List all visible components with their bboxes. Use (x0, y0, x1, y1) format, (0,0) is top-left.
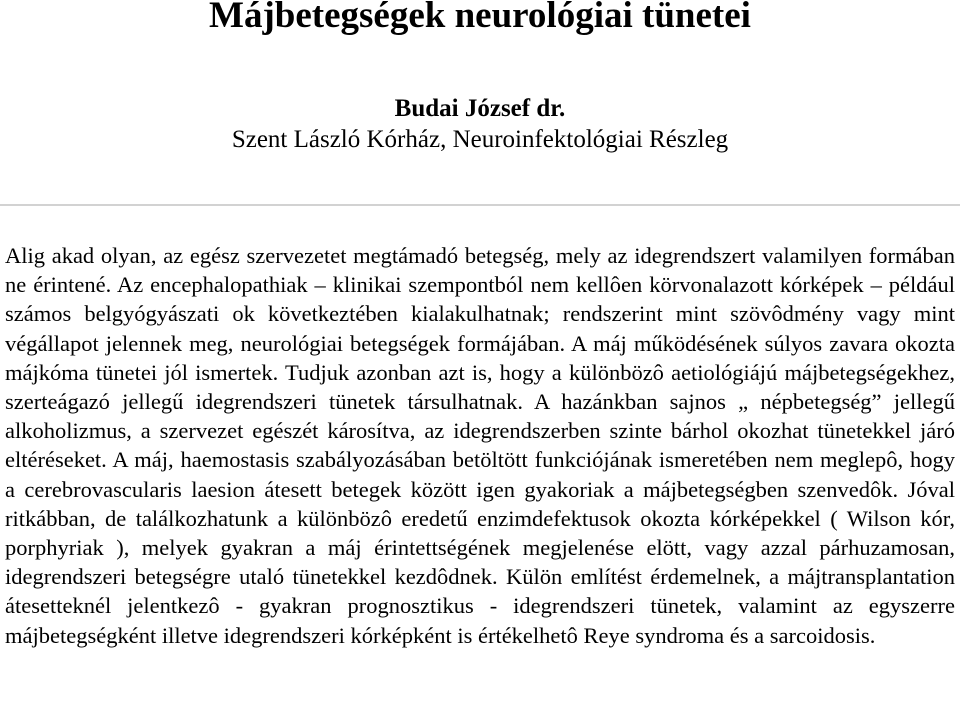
author-name: Budai József dr. (394, 95, 566, 122)
document-title: Májbetegségek neurológiai tünetei (209, 0, 751, 36)
header-divider (0, 204, 960, 206)
author-affiliation: Szent László Kórház, Neuroinfektológiai Részleg (231, 126, 729, 153)
body-paragraph: Alig akad olyan, az egész szervezetet megtámadó betegség, mely az idegrendszert valamilyen formában ne érintené. Az encephalopathiak – klinikai szempontból nem kellôen körvonalazott kórképek – például számos belgyógyászati ok következtében kialakulhatnak; rendszerint mint szövôdmény vagy mint végállapot jelennek meg, neurológiai betegségek formájában. A máj működésének súlyos zavara okozta májkóma tünetei jól ismertek. Tudjuk azonban azt is, hogy a különbözô aetiológiájú májbetegségekhez, szerteágazó jellegű idegrendszeri tünetek társulhatnak. A hazánkban sajnos „ népbetegség” jellegű alkoholizmus, a szervezet egészét károsítva, az idegrendszerben szinte bárhol okozhat tünetekkel járó eltéréseket. A máj, haemostasis szabályozásában betöltött funkciójának ismeretében nem meglepô, hogy a cerebrovascularis laesion átesett betegek között igen gyakoriak a májbetegségben szenvedôk. Jóval ritkábban, de találkozhatunk a különbözô eredetű enzimdefektusok okozta kórképekkel ( Wilson kór, porphyriak ), melyek gyakran a máj érintettségének megjelenése elött, vagy azzal párhuzamosan, idegrendszeri betegségre utaló tünetekkel kezdôdnek. Külön említést érdemelnek, a májtransplantation átesetteknél jelentkezô - gyakran prognosztikus - idegrendszeri tünetek, valamint az egyszerre májbetegségként illetve idegrendszeri kórképként is értékelhetô Reye syndroma és a sarcoidosis. (5, 243, 955, 648)
